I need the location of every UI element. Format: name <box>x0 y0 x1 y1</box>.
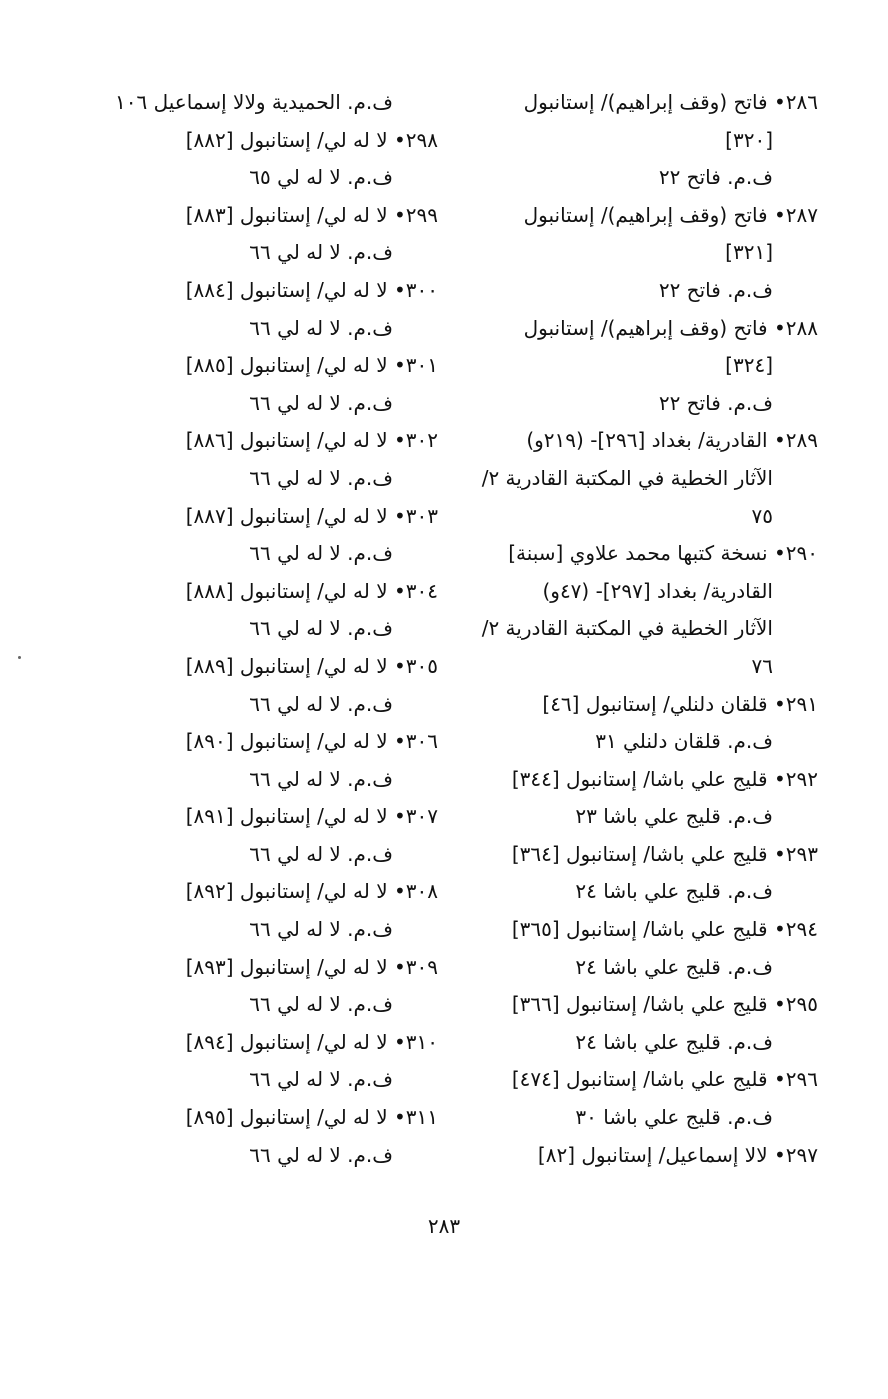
entry-heading-line: ٢٩٣• قليج علي باشا/ إستانبول [٣٦٤] <box>511 841 818 866</box>
entry-heading-line: ٢٨٧• فاتح (وقف إبراهيم)/ إستانبول <box>523 202 818 227</box>
entry-heading-line: ٢٨٦• فاتح (وقف إبراهيم)/ إستانبول <box>523 90 818 114</box>
entry-detail-line: ف.م. لا له لي ٦٦ <box>249 841 393 866</box>
entry-heading-line: ٢٩٠• نسخة كتبها محمد علاوي [سبنة] <box>508 541 818 566</box>
entry-detail-line: ف.م. لا له لي ٦٦ <box>249 315 393 340</box>
entry-detail-line: [٣٢٠] <box>725 127 773 152</box>
entry-heading-line: ٢٩٧• لالا إسماعيل/ إستانبول [٨٢] <box>537 1142 818 1167</box>
entry-heading-line: ٣٠٩• لا له لي/ إستانبول [٨٩٣] <box>185 954 438 979</box>
entry-detail-line: ف.م. قليج علي باشا ٣٠ <box>575 1105 773 1130</box>
entry-heading-line: ٣٠٣• لا له لي/ إستانبول [٨٨٧] <box>185 503 438 528</box>
entry-detail-line: ف.م. قليج علي باشا ٢٤ <box>575 879 773 904</box>
entry-heading-line: ٣٠٦• لا له لي/ إستانبول [٨٩٠] <box>185 729 438 754</box>
entry-heading-line: ٢٩٨• لا له لي/ إستانبول [٨٨٢] <box>185 127 438 152</box>
entry-heading-line: ٣٠٥• لا له لي/ إستانبول [٨٨٩] <box>185 653 438 678</box>
entry-detail-line: ٧٥ <box>751 503 773 528</box>
entry-detail-line: ف.م. لا له لي ٦٦ <box>249 1067 393 1092</box>
entry-detail-line: ف.م. فاتح ٢٢ <box>658 277 773 302</box>
entry-detail-line: الآثار الخطية في المكتبة القادرية ٢/ <box>481 616 773 641</box>
entry-heading-line: ٣٠١• لا له لي/ إستانبول [٨٨٥] <box>185 353 438 378</box>
entry-detail-line: ف.م. الحميدية ولالا إسماعيل ١٠٦ <box>115 90 393 114</box>
entry-detail-line: ف.م. لا له لي ٦٦ <box>249 240 393 265</box>
entry-heading-line: ٢٩٩• لا له لي/ إستانبول [٨٨٣] <box>185 202 438 227</box>
entry-detail-line: ف.م. لا له لي ٦٦ <box>249 766 393 791</box>
entry-heading-line: ٢٨٨• فاتح (وقف إبراهيم)/ إستانبول <box>523 315 818 340</box>
page-number: ٢٨٣ <box>427 1214 461 1238</box>
entry-detail-line: الآثار الخطية في المكتبة القادرية ٢/ <box>481 465 773 490</box>
entry-heading-line: ٣٠٤• لا له لي/ إستانبول [٨٨٨] <box>185 578 438 603</box>
entry-heading-line: ٢٩٥• قليج علي باشا/ إستانبول [٣٦٦] <box>511 992 818 1017</box>
entry-detail-line: ف.م. لا له لي ٦٥ <box>249 165 393 190</box>
entry-detail-line: [٣٢٤] <box>725 353 773 378</box>
entry-heading-line: ٣٠٠• لا له لي/ إستانبول [٨٨٤] <box>185 277 438 302</box>
scan-speck <box>18 656 21 659</box>
entry-detail-line: ف.م. لا له لي ٦٦ <box>249 465 393 490</box>
entry-detail-line: ف.م. لا له لي ٦٦ <box>249 390 393 415</box>
entry-detail-line: [٣٢١] <box>725 240 773 265</box>
entry-heading-line: ٣١١• لا له لي/ إستانبول [٨٩٥] <box>185 1105 438 1130</box>
entry-heading-line: ٣٠٢• لا له لي/ إستانبول [٨٨٦] <box>185 428 438 453</box>
entry-detail-line: ف.م. قليج علي باشا ٢٣ <box>575 804 773 829</box>
entry-detail-line: ف.م. قليج علي باشا ٢٤ <box>575 954 773 979</box>
entry-heading-line: ٢٨٩• القادرية/ بغداد [٢٩٦]- (٢١٩و) <box>526 428 818 453</box>
entry-detail-line: ف.م. لا له لي ٦٦ <box>249 541 393 566</box>
entry-heading-line: ٢٩٤• قليج علي باشا/ إستانبول [٣٦٥] <box>511 917 818 942</box>
entry-detail-line: ف.م. فاتح ٢٢ <box>658 165 773 190</box>
entry-heading-line: ٢٩٦• قليج علي باشا/ إستانبول [٤٧٤] <box>511 1067 818 1092</box>
entry-detail-line: ف.م. لا له لي ٦٦ <box>249 616 393 641</box>
entry-detail-line: ف.م. لا له لي ٦٦ <box>249 992 393 1017</box>
entry-heading-line: ٣٠٧• لا له لي/ إستانبول [٨٩١] <box>185 804 438 829</box>
entry-detail-line: ف.م. لا له لي ٦٦ <box>249 1142 393 1167</box>
entry-detail-line: ف.م. لا له لي ٦٦ <box>249 691 393 716</box>
entry-detail-line: ف.م. فاتح ٢٢ <box>658 390 773 415</box>
entry-heading-line: ٢٩١• قلقان دلنلي/ إستانبول [٤٦] <box>542 691 818 716</box>
entry-heading-line: ٢٩٢• قليج علي باشا/ إستانبول [٣٤٤] <box>511 766 818 791</box>
entry-detail-line: ف.م. قلقان دلنلي ٣١ <box>595 729 773 754</box>
entry-detail-line: القادرية/ بغداد [٢٩٧]- (٤٧و) <box>542 578 773 603</box>
entry-heading-line: ٣١٠• لا له لي/ إستانبول [٨٩٤] <box>185 1029 438 1054</box>
entry-detail-line: ٧٦ <box>751 653 773 678</box>
left-column <box>98 84 438 1174</box>
entry-detail-line: ف.م. قليج علي باشا ٢٤ <box>575 1029 773 1054</box>
right-column <box>481 84 818 1174</box>
entry-detail-line: ف.م. لا له لي ٦٦ <box>249 917 393 942</box>
entry-heading-line: ٣٠٨• لا له لي/ إستانبول [٨٩٢] <box>185 879 438 904</box>
